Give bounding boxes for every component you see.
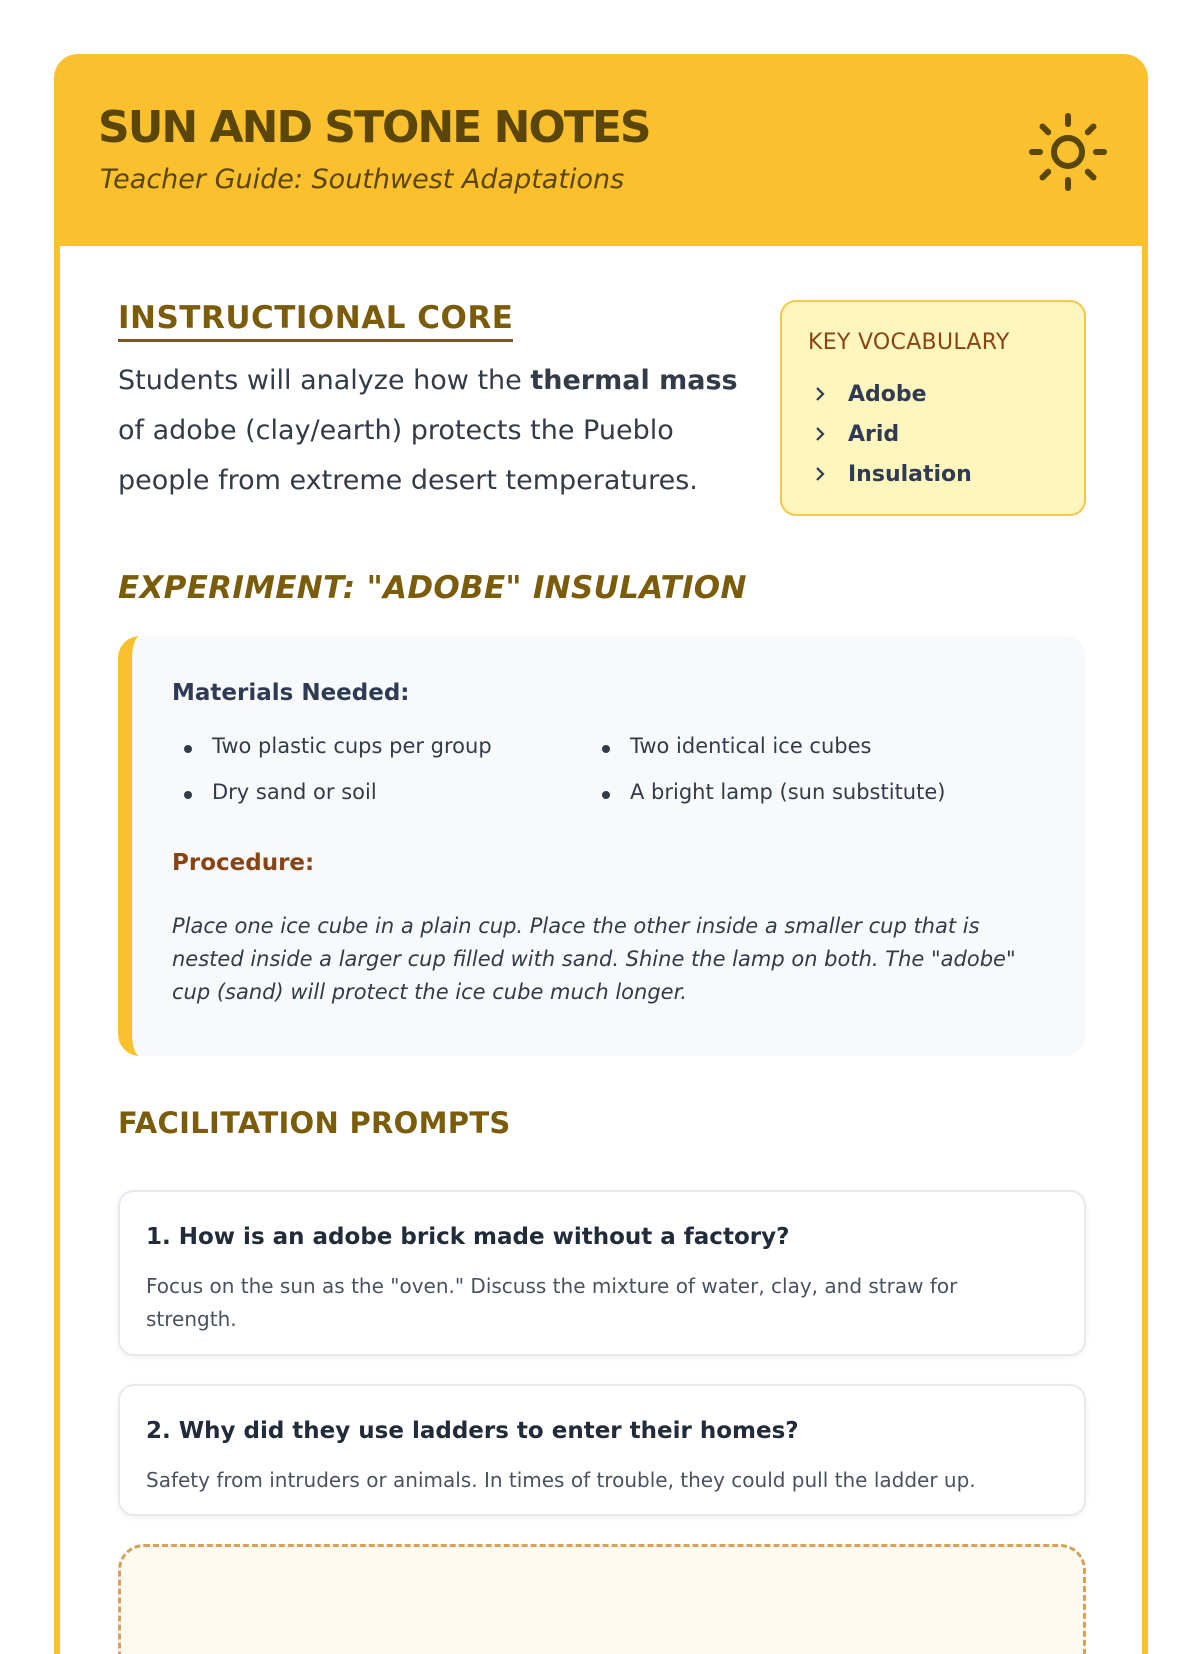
material-item: Two identical ice cubes xyxy=(590,734,871,758)
procedure-label: Procedure: xyxy=(172,850,315,876)
vocabulary-item: Arid xyxy=(812,414,972,454)
thermal-mass-term: thermal mass xyxy=(530,365,738,396)
facilitation-heading: FACILITATION PROMPTS xyxy=(118,1106,511,1140)
vocabulary-list xyxy=(812,374,972,494)
vocabulary-item: Adobe xyxy=(812,374,972,414)
page-title: SUN AND STONE NOTES xyxy=(98,102,650,153)
guide-card xyxy=(54,54,1148,1654)
experiment-box xyxy=(118,636,1086,1056)
materials-label: Materials Needed: xyxy=(172,680,410,706)
prompt-card xyxy=(118,1190,1086,1356)
page-subtitle: Teacher Guide: Southwest Adaptations xyxy=(100,164,625,195)
prompt-card xyxy=(118,1384,1086,1516)
instructional-core-text: Students will analyze how the thermal mass of adobe (clay/earth) protects the Pueblo people from extreme desert temperatures. xyxy=(118,365,738,496)
material-item: A bright lamp (sun substitute) xyxy=(590,780,945,804)
chevron-right-icon xyxy=(812,426,828,442)
prompt-question: 1. How is an adobe brick made without a factory? xyxy=(146,1224,790,1250)
prompt-question: 2. Why did they use ladders to enter their homes? xyxy=(146,1418,799,1444)
material-item: Two plastic cups per group xyxy=(172,734,492,758)
chevron-right-icon xyxy=(812,466,828,482)
material-item: Dry sand or soil xyxy=(172,780,377,804)
key-vocabulary-heading: KEY VOCABULARY xyxy=(808,330,1010,355)
chevron-right-icon xyxy=(812,386,828,402)
key-vocabulary-box xyxy=(780,300,1086,516)
prompt-answer: Focus on the sun as the "oven." Discuss the mixture of water, clay, and straw for strength. xyxy=(146,1274,958,1331)
header-banner xyxy=(60,60,1142,246)
experiment-heading: EXPERIMENT: "ADOBE" INSULATION xyxy=(118,570,747,606)
dashed-note-box xyxy=(118,1544,1086,1654)
procedure-text: Place one ice cube in a plain cup. Place the other inside a smaller cup that is nested inside a larger cup filled with sand. Shine the lamp on both. The "adobe" cup (sand) will protect the ice cube much longer. xyxy=(172,914,1016,1004)
sun-icon xyxy=(1028,112,1108,192)
prompt-answer: Safety from intruders or animals. In times of trouble, they could pull the ladder up. xyxy=(146,1468,976,1492)
instructional-core-heading: INSTRUCTIONAL CORE xyxy=(118,300,513,342)
vocabulary-item: Insulation xyxy=(812,454,972,494)
